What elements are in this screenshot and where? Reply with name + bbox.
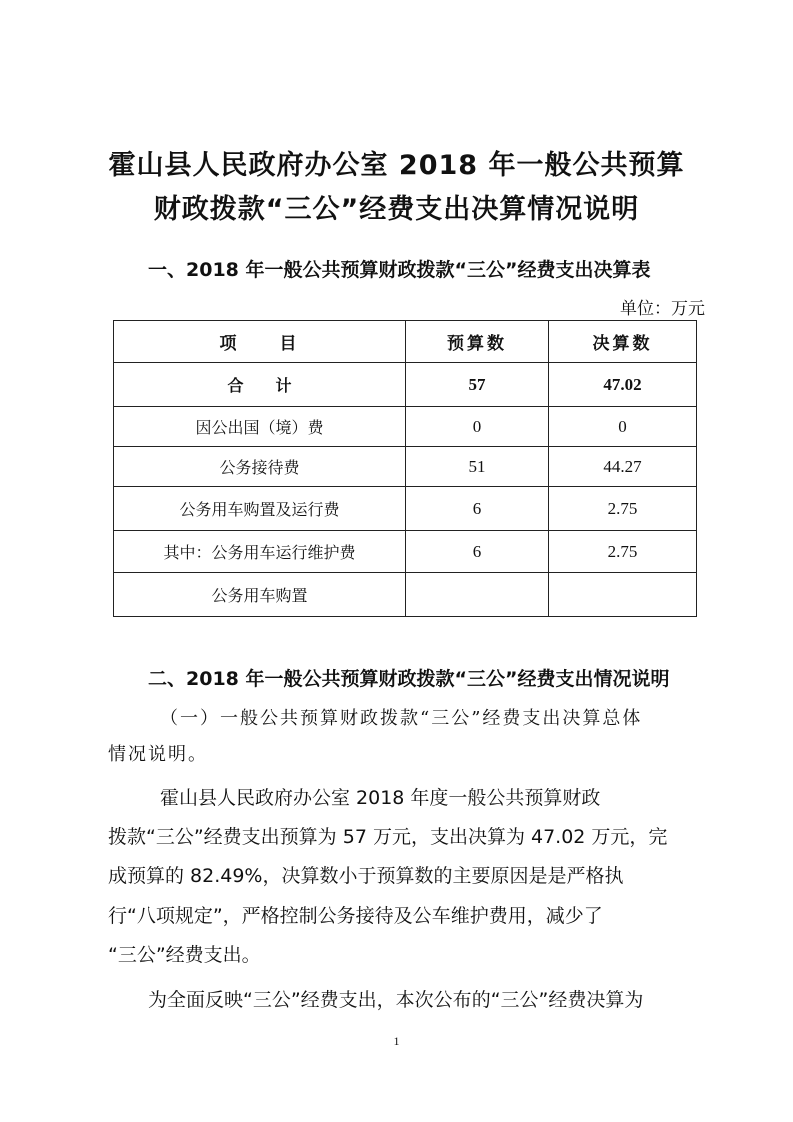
table-row	[114, 531, 697, 573]
subsection-heading-line-2: 情况说明。	[108, 744, 208, 765]
row-final-value	[549, 573, 697, 617]
table-row	[114, 487, 697, 531]
table-row	[114, 407, 697, 447]
row-label: 公务用车购置及运行费	[114, 487, 406, 531]
row-label: 公务接待费	[114, 447, 406, 487]
body-text-line: 为全面反映“三公”经费支出，本次公布的“三公”经费决算为	[148, 989, 644, 1011]
table-row	[114, 447, 697, 487]
row-budget-value: 57	[406, 363, 549, 407]
row-label: 合 计	[114, 363, 406, 407]
row-final-value: 2.75	[549, 531, 697, 573]
header-budget: 预算数	[406, 321, 549, 363]
body-text-line: 霍山县人民政府办公室 2018 年度一般公共预算财政	[160, 787, 601, 809]
table-row-total	[114, 363, 697, 407]
row-final-value: 0	[549, 407, 697, 447]
table-row	[114, 573, 697, 617]
row-label: 其中：公务用车运行维护费	[114, 531, 406, 573]
row-final-value: 47.02	[549, 363, 697, 407]
page-number: 1	[393, 1034, 400, 1048]
section-1-heading: 一、2018 年一般公共预算财政拨款“三公”经费支出决算表	[148, 259, 651, 281]
row-final-value: 44.27	[549, 447, 697, 487]
body-text-line: 拨款“三公”经费支出预算为 57 万元，支出决算为 47.02 万元，完	[108, 826, 668, 848]
row-final-value: 2.75	[549, 487, 697, 531]
row-budget-value	[406, 573, 549, 617]
budget-table	[113, 320, 697, 617]
row-label: 因公出国（境）费	[114, 407, 406, 447]
header-item: 项 目	[114, 321, 406, 363]
subsection-heading-line-1: （一）一般公共预算财政拨款“三公”经费支出决算总体	[160, 708, 643, 729]
row-budget-value: 51	[406, 447, 549, 487]
document-title-line-2: 财政拨款“三公”经费支出决算情况说明	[153, 194, 640, 225]
document-title-line-1: 霍山县人民政府办公室 2018 年一般公共预算	[108, 150, 685, 181]
row-label: 公务用车购置	[114, 573, 406, 617]
section-2-heading: 二、2018 年一般公共预算财政拨款“三公”经费支出情况说明	[148, 668, 670, 690]
body-text-line: 成预算的 82.49%，决算数小于预算数的主要原因是是严格执	[108, 865, 624, 887]
header-final: 决算数	[549, 321, 697, 363]
table-header-row	[114, 321, 697, 363]
row-budget-value: 6	[406, 531, 549, 573]
body-text-line: 行“八项规定”，严格控制公务接待及公车维护费用，减少了	[108, 905, 603, 927]
row-budget-value: 0	[406, 407, 549, 447]
unit-label: 单位：万元	[620, 299, 705, 319]
body-text-line: “三公”经费支出。	[108, 944, 261, 966]
row-budget-value: 6	[406, 487, 549, 531]
